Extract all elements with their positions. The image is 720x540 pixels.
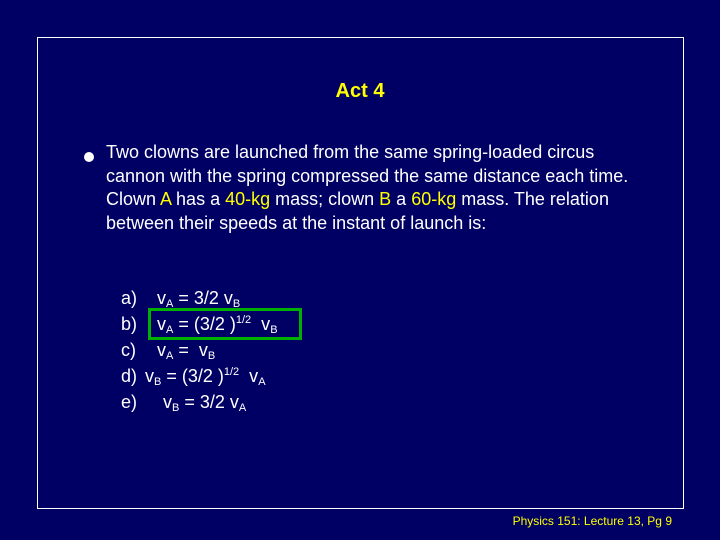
- choice-expr: = (3/2 ): [161, 366, 224, 386]
- choice-sub: B: [270, 324, 278, 336]
- question-text: [106, 141, 636, 235]
- choice-var: v: [145, 366, 154, 386]
- choice-expr: = v: [173, 340, 208, 360]
- choice-label: b): [121, 314, 138, 334]
- choice-d[interactable]: [121, 363, 278, 389]
- question-part: mass; clown: [270, 189, 380, 209]
- choice-sub: B: [207, 350, 216, 362]
- choice-sub: B: [154, 376, 162, 388]
- choice-sub: A: [258, 376, 266, 388]
- choice-sub: B: [172, 402, 180, 414]
- choice-var: v: [163, 392, 172, 412]
- choice-expr: v: [239, 366, 259, 386]
- choice-sup: 1/2: [235, 314, 252, 326]
- choice-sub: B: [232, 298, 241, 310]
- choice-sub: A: [166, 324, 174, 336]
- choice-expr: v: [251, 314, 271, 334]
- question-part: a: [391, 189, 412, 209]
- choice-var: v: [157, 314, 166, 334]
- choice-e[interactable]: [121, 389, 278, 415]
- slide-frame: [37, 37, 684, 509]
- choice-sub: A: [238, 402, 247, 414]
- choice-sup: 1/2: [223, 366, 240, 378]
- choice-sub: A: [166, 350, 174, 362]
- slide-footer: Physics 151: Lecture 13, Pg 9: [512, 514, 672, 528]
- choice-var: v: [157, 340, 166, 360]
- choice-label: a): [121, 288, 138, 308]
- choice-expr: = (3/2 ): [173, 314, 236, 334]
- choice-var: v: [157, 288, 166, 308]
- clown-a-label: A: [160, 189, 172, 209]
- choice-label: e): [121, 392, 138, 412]
- mass-b: 60-kg: [411, 189, 457, 209]
- bullet-icon: [84, 152, 94, 162]
- slide-title: Act 4: [335, 80, 385, 102]
- question-part: Two clowns are launched from the same spring-loaded circus cannon with the spring compressed the same distance each time. Clown: [106, 142, 629, 209]
- choice-expr: = 3/2 v: [173, 288, 233, 308]
- question-part: has a: [171, 189, 226, 209]
- choice-label: c): [121, 340, 136, 360]
- choice-sub: A: [166, 298, 174, 310]
- choice-label: d): [121, 366, 138, 386]
- correct-answer-highlight: [148, 308, 302, 340]
- answer-choices: [121, 285, 278, 415]
- choice-c[interactable]: [121, 337, 278, 363]
- mass-a: 40-kg: [225, 189, 271, 209]
- choice-expr: = 3/2 v: [179, 392, 239, 412]
- question-part: mass. The relation between their speeds at the instant of launch is:: [106, 189, 609, 233]
- clown-b-label: B: [379, 189, 392, 209]
